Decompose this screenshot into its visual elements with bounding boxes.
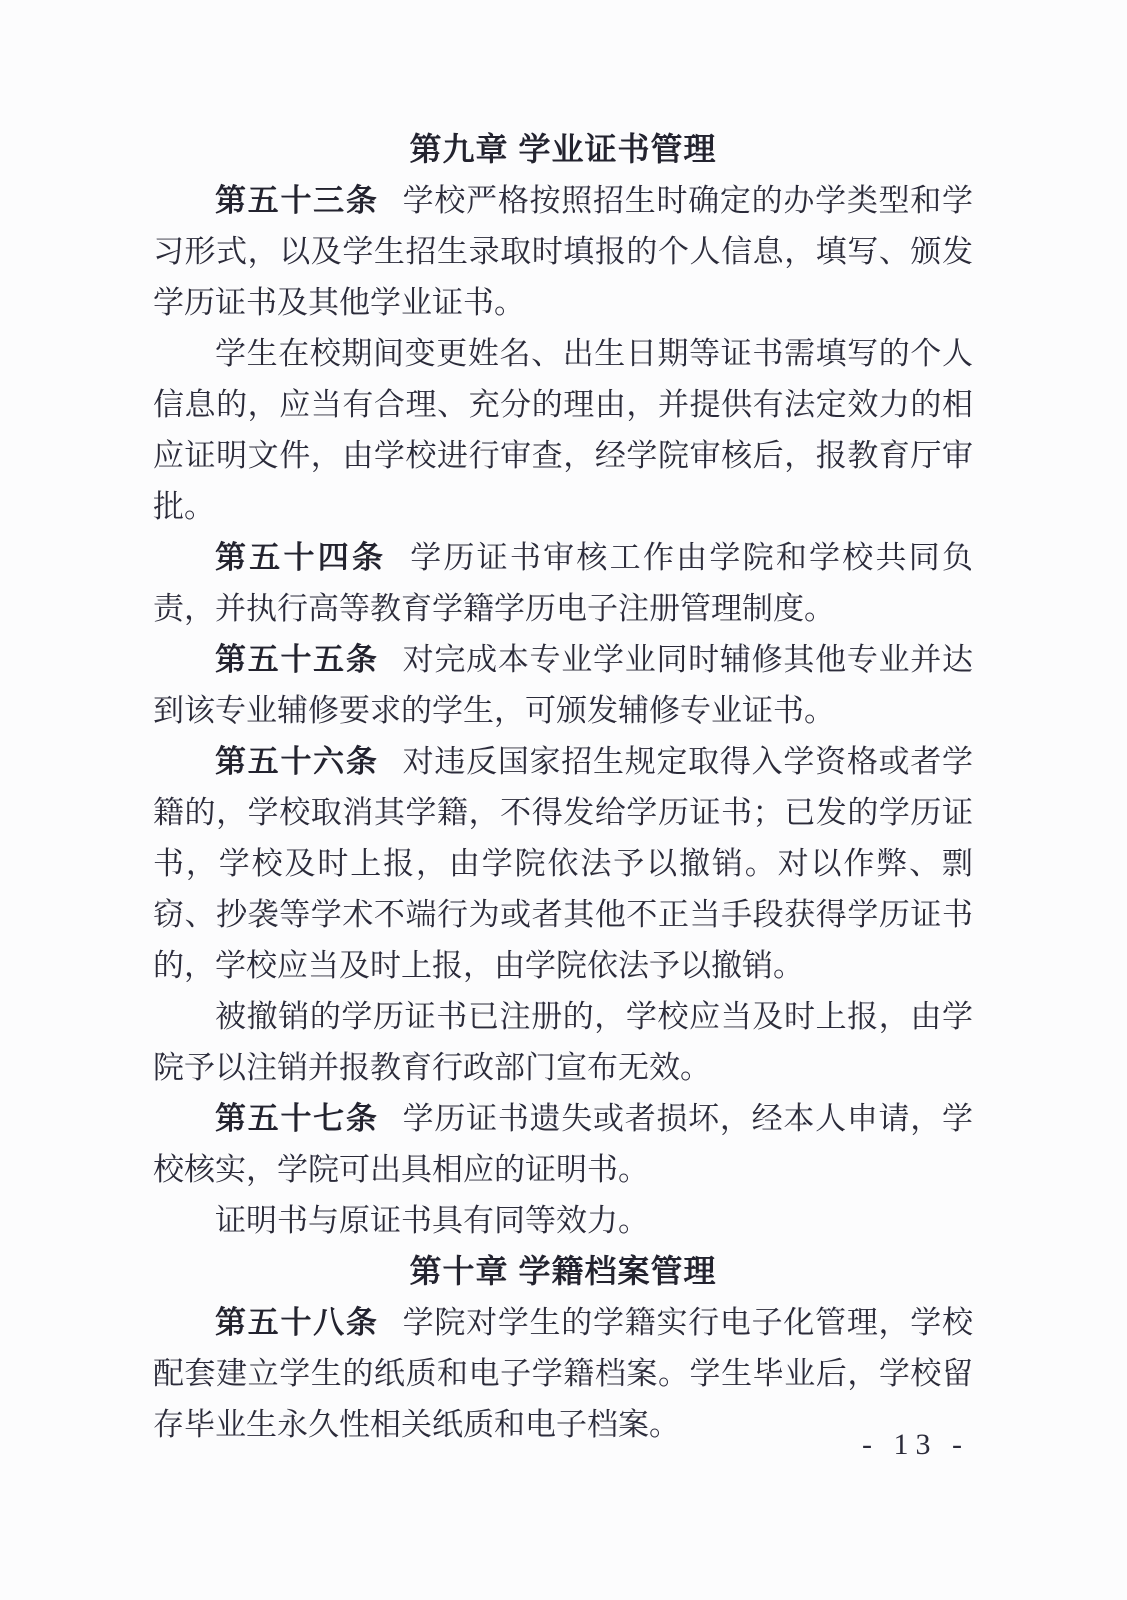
document-content <box>153 124 973 1450</box>
page-number: - 13 - <box>862 1428 969 1461</box>
article-55-paragraph <box>153 634 973 736</box>
article-58-paragraph <box>153 1297 973 1450</box>
article-56-continuation-paragraph <box>153 991 973 1093</box>
article-55-number: 第五十五条 <box>215 642 379 677</box>
chapter-9-heading: 第九章 学业证书管理 <box>409 131 717 167</box>
article-56-text: 对违反国家招生规定取得入学资格或者学籍的，学校取消其学籍，不得发给学历证书；已发的学历证书，学校及时上报，由学院依法予以撤销。对以作弊、剽窃、抄袭等学术不端行为或者其他不正当手段获得学历证书的，学校应当及时上报，由学院依法予以撤销。 <box>153 744 974 983</box>
chapter-10-heading: 第十章 学籍档案管理 <box>409 1253 717 1289</box>
article-53-paragraph <box>153 175 973 328</box>
article-53-number: 第五十三条 <box>215 183 379 218</box>
article-57-number: 第五十七条 <box>215 1101 379 1136</box>
article-56-number: 第五十六条 <box>215 744 379 779</box>
article-53-continuation-paragraph <box>153 328 973 532</box>
article-54-number: 第五十四条 <box>215 540 387 575</box>
article-54-text: 学历证书审核工作由学院和学校共同负责，并执行高等教育学籍学历电子注册管理制度。 <box>153 540 974 626</box>
article-57-continuation-text: 证明书与原证书具有同等效力。 <box>215 1203 649 1238</box>
article-57-text: 学历证书遗失或者损坏，经本人申请，学校核实，学院可出具相应的证明书。 <box>153 1101 974 1187</box>
article-53-continuation-text: 学生在校期间变更姓名、出生日期等证书需填写的个人信息的，应当有合理、充分的理由，并提供有法定效力的相应证明文件，由学校进行审查，经学院审核后，报教育厅审批。 <box>153 336 973 524</box>
article-55-text: 对完成本专业学业同时辅修其他专业并达到该专业辅修要求的学生，可颁发辅修专业证书。 <box>153 642 974 728</box>
article-54-paragraph <box>153 532 973 634</box>
article-56-paragraph <box>153 736 973 991</box>
article-58-number: 第五十八条 <box>215 1305 379 1340</box>
article-53-text: 学校严格按照招生时确定的办学类型和学习形式，以及学生招生录取时填报的个人信息，填写、颁发学历证书及其他学业证书。 <box>153 183 974 320</box>
article-56-continuation-text: 被撤销的学历证书已注册的，学校应当及时上报，由学院予以注销并报教育行政部门宣布无效。 <box>153 999 973 1085</box>
article-57-continuation-paragraph <box>153 1195 973 1246</box>
article-57-paragraph <box>153 1093 973 1195</box>
article-58-text: 学院对学生的学籍实行电子化管理，学校配套建立学生的纸质和电子学籍档案。学生毕业后，学校留存毕业生永久性相关纸质和电子档案。 <box>153 1305 974 1442</box>
